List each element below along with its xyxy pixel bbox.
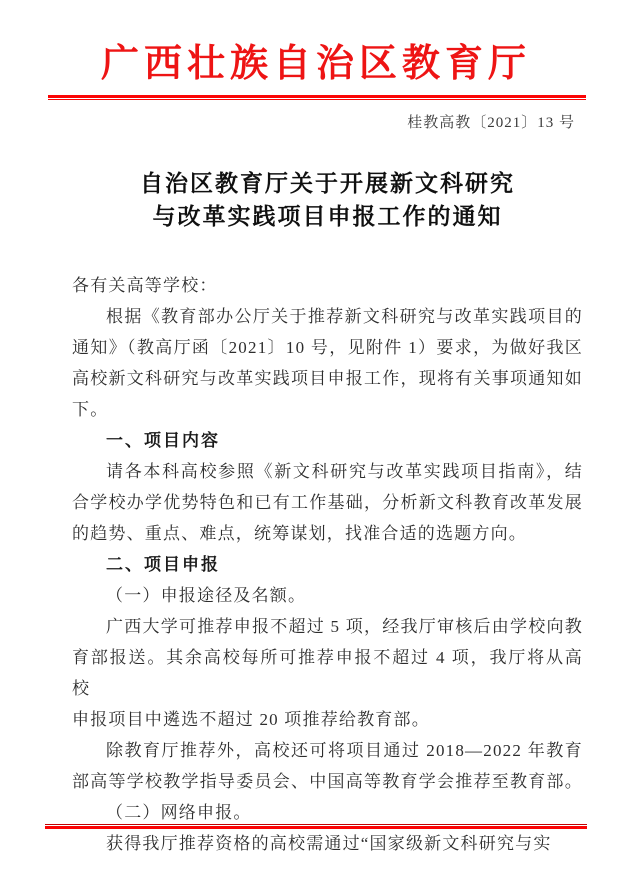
body-line: 合学校办学优势特色和已有工作基础，分析新文科教育改革发展 [72,493,583,512]
body-line: 部高等学校教学指导委员会、中国高等教育学会推荐至教育部。 [72,772,583,791]
footer-rule-thick-line [45,826,587,829]
section-heading: 一、项目内容 [106,431,220,450]
section-heading: 二、项目申报 [106,555,220,574]
document-body [72,270,583,859]
notice-title-line2: 与改革实践项目申报工作的通知 [152,204,503,229]
body-line: （一）申报途径及名额。 [106,586,307,605]
body-line: 通知》（教高厅函〔2021〕10 号，见附件 1）要求，为做好我区 [72,338,583,357]
body-line: 根据《教育部办公厅关于推荐新文科研究与改革实践项目的 [106,307,583,326]
body-line: 除教育厅推荐外，高校还可将项目通过 2018—2022 年教育 [106,741,583,760]
notice-title-line1: 自治区教育厅关于开展新文科研究 [140,171,515,196]
body-line: 各有关高等学校： [72,276,218,295]
header-rule-thick-line [48,95,586,98]
body-line: 获得我厅推荐资格的高校需通过“国家级新文科研究与实 [106,834,552,853]
body-line: 高校新文科研究与改革实践项目申报工作，现将有关事项通知如 [72,369,583,388]
body-line: （二）网络申报。 [106,803,252,822]
doc-number: 桂教高教〔2021〕13 号 [407,115,575,131]
body-line: 下。 [72,400,109,419]
body-line: 申报项目中遴选不超过 20 项推荐给教育部。 [72,710,430,729]
body-line: 广西大学可推荐申报不超过 5 项，经我厅审核后由学校向教 [106,617,583,636]
header-rule-thin-line [48,99,586,100]
letterhead-title: 广西壮族自治区教育厅 [100,43,531,85]
footer-rule [45,824,587,829]
body-line: 的趋势、重点、难点，统筹谋划，找准合适的选题方向。 [72,524,527,543]
header-rule [48,95,586,100]
notice-title [72,167,583,233]
body-line: 育部报送。其余高校每所可推荐申报不超过 4 项，我厅将从高校 [72,648,583,698]
footer-rule-thin-line [45,824,587,825]
body-line: 请各本科高校参照《新文科研究与改革实践项目指南》，结 [106,462,583,481]
